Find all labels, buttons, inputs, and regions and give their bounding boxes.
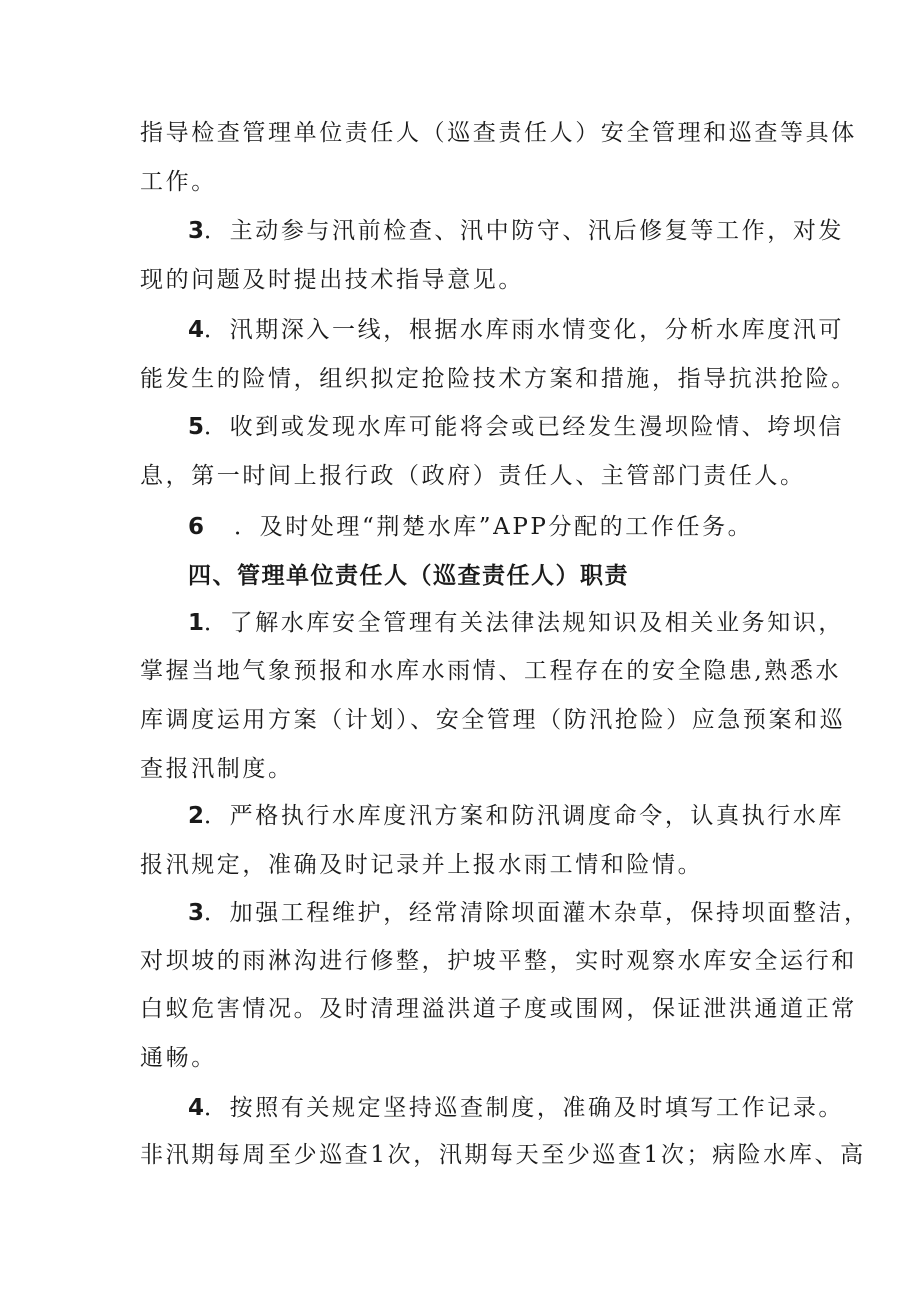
paragraph-line: 能发生的险情，组织拟定抢险技术方案和措施，指导抗洪抢险。 — [140, 366, 857, 392]
item-separator: ． — [204, 317, 230, 343]
list-item-3 — [188, 216, 844, 246]
list-item-6 — [188, 512, 753, 542]
item-number: 4 — [188, 317, 205, 343]
item-text: 了解水库安全管理有关法律法规知识及相关业务知识， — [229, 610, 845, 636]
item-text: 及时处理“荆楚水库”APP分配的工作任务。 — [259, 514, 754, 540]
section-heading: 四、管理单位责任人（巡查责任人）职责 — [188, 563, 629, 589]
item-number: 1 — [188, 610, 205, 636]
list-item-4 — [188, 1093, 844, 1123]
item-number: 5 — [188, 414, 205, 440]
paragraph-line: 报汛规定，准确及时记录并上报水雨工情和险情。 — [140, 852, 704, 878]
paragraph-line: 白蚁危害情况。及时清理溢洪道子度或围网，保证泄洪通道正常 — [140, 996, 857, 1022]
item-separator: ． — [204, 218, 230, 244]
list-item-1 — [188, 608, 844, 638]
item-separator: ． — [204, 1095, 230, 1121]
paragraph-line: 对坝坡的雨淋沟进行修整，护坡平整，实时观察水库安全运行和 — [140, 948, 857, 974]
item-number: 3 — [188, 900, 205, 926]
paragraph-line: 指导检查管理单位责任人（巡查责任人）安全管理和巡查等具体 — [140, 120, 857, 146]
item-text: 按照有关规定坚持巡查制度，准确及时填写工作记录。 — [229, 1095, 845, 1121]
paragraph-line: 非汛期每周至少巡查1次，汛期每天至少巡查1次；病险水库、高 — [140, 1142, 866, 1168]
paragraph-line: 查报汛制度。 — [140, 756, 294, 782]
item-number: 6 — [188, 514, 205, 540]
paragraph-line: 通畅。 — [140, 1045, 217, 1071]
list-item-4 — [188, 315, 844, 345]
item-text: 严格执行水库度汛方案和防汛调度命令，认真执行水库 — [229, 803, 845, 829]
paragraph-line: 工作。 — [140, 169, 217, 195]
list-item-5 — [188, 412, 844, 442]
list-item-2 — [188, 801, 844, 831]
item-number: 3 — [188, 218, 205, 244]
item-separator: ． — [204, 900, 230, 926]
paragraph-line: 掌握当地气象预报和水库水雨情、工程存在的安全隐患,熟悉水 — [140, 658, 842, 684]
paragraph-line: 息，第一时间上报行政（政府）责任人、主管部门责任人。 — [140, 463, 806, 489]
item-text: 汛期深入一线，根据水库雨水情变化，分析水库度汛可 — [229, 317, 845, 343]
item-number: 4 — [188, 1095, 205, 1121]
item-separator: ． — [204, 610, 230, 636]
item-text: 主动参与汛前检查、汛中防守、汛后修复等工作，对发 — [229, 218, 845, 244]
item-number: 2 — [188, 803, 205, 829]
item-separator: ． — [204, 803, 230, 829]
paragraph-line: 现的问题及时提出技术指导意见。 — [140, 267, 524, 293]
item-text: 加强工程维护，经常清除坝面灌木杂草，保持坝面整洁， — [229, 900, 870, 926]
list-item-3 — [188, 898, 870, 928]
paragraph-line: 库调度运用方案（计划）、安全管理（防汛抢险）应急预案和巡 — [140, 707, 846, 733]
item-text: 收到或发现水库可能将会或已经发生漫坝险情、垮坝信 — [229, 414, 845, 440]
item-separator: ． — [204, 414, 230, 440]
item-separator: ． — [234, 514, 260, 540]
